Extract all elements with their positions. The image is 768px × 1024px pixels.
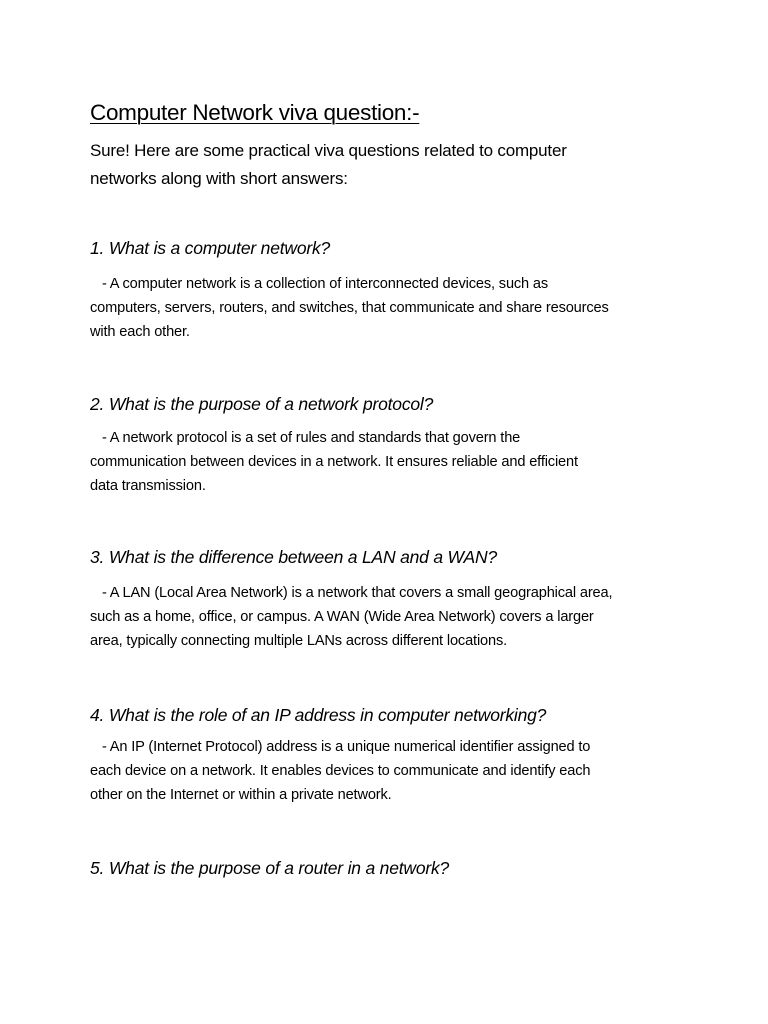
answer-line: computers, servers, routers, and switches, that communicate and share resources <box>90 300 609 316</box>
answer-line: data transmission. <box>90 478 206 494</box>
question-1: 1. What is a computer network? <box>90 238 331 258</box>
answer-line: each device on a network. It enables devices to communicate and identify each <box>90 763 591 779</box>
intro-paragraph <box>90 137 650 193</box>
question-4: 4. What is the role of an IP address in computer networking? <box>90 705 547 725</box>
answer-4 <box>90 735 690 807</box>
intro-line: Sure! Here are some practical viva questions related to computer <box>90 141 567 160</box>
answer-line: communication between devices in a network. It ensures reliable and efficient <box>90 454 578 470</box>
intro-line: networks along with short answers: <box>90 169 348 188</box>
answer-2 <box>90 426 690 498</box>
question-2: 2. What is the purpose of a network protocol? <box>90 394 434 414</box>
answer-line: other on the Internet or within a private network. <box>90 787 392 803</box>
page-title: Computer Network viva question:- <box>90 100 420 125</box>
answer-line: - An IP (Internet Protocol) address is a unique numerical identifier assigned to <box>102 739 591 755</box>
answer-1 <box>90 272 690 344</box>
question-3: 3. What is the difference between a LAN and a WAN? <box>90 547 497 567</box>
answer-line: - A LAN (Local Area Network) is a network that covers a small geographical area, <box>102 585 613 601</box>
answer-line: with each other. <box>90 324 190 340</box>
answer-line: - A network protocol is a set of rules and standards that govern the <box>102 430 521 446</box>
answer-3 <box>90 581 690 653</box>
question-5: 5. What is the purpose of a router in a network? <box>90 858 450 878</box>
answer-line: area, typically connecting multiple LANs across different locations. <box>90 633 508 649</box>
answer-line: - A computer network is a collection of interconnected devices, such as <box>102 276 549 292</box>
answer-line: such as a home, office, or campus. A WAN (Wide Area Network) covers a larger <box>90 609 594 625</box>
